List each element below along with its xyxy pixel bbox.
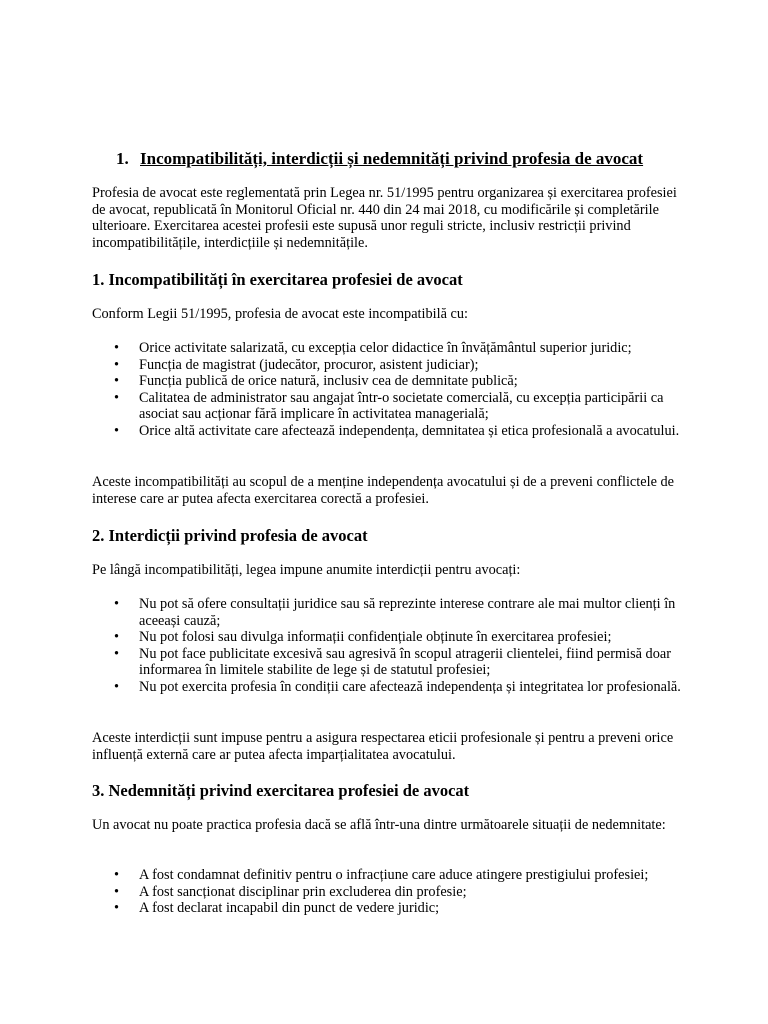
section-2-heading: 2. Interdicții privind profesia de avocat: [92, 526, 368, 545]
list-item-text: Funcția de magistrat (judecător, procuror, asistent judiciar);: [139, 356, 479, 373]
bullet-icon: •: [114, 900, 120, 916]
title-text: Incompatibilități, interdicții și nedemnități privind profesia de avocat: [140, 149, 644, 168]
intro-paragraph: Profesia de avocat este reglementată prin Legea nr. 51/1995 pentru organizarea și exercitarea profesiei de avocat, republicată în Monitorul Oficial nr. 440 din 24 mai 2018, cu modificările și completările ulterioare. Exercitarea acestei profesii este supusă unor reguli stricte, inclusiv restricții privind incompatibilitățile, interdicțiile și nedemnitățile.: [92, 185, 677, 251]
list-item: [92, 867, 682, 884]
section-2-list: [92, 596, 682, 695]
list-item-text: A fost declarat incapabil din punct de vedere juridic;: [139, 900, 440, 916]
list-item: [92, 900, 682, 917]
list-item: [92, 340, 682, 357]
list-item: [92, 423, 682, 440]
list-item: [92, 629, 682, 646]
bullet-icon: •: [114, 596, 120, 612]
list-item: [92, 596, 682, 629]
section-1-lead: Conform Legii 51/1995, profesia de avocat este incompatibilă cu:: [92, 306, 468, 322]
list-item: [92, 373, 682, 390]
list-item-text: Funcția publică de orice natură, inclusiv cea de demnitate publică;: [139, 373, 518, 389]
section-1-heading: 1. Incompatibilități în exercitarea profesiei de avocat: [92, 270, 463, 289]
list-item: [92, 679, 682, 696]
list-item-text: Nu pot exercita profesia în condiții care afectează independența și integritatea lor profesională.: [139, 678, 681, 695]
list-item-text: Nu pot face publicitate excesivă sau agresivă în scopul atragerii clientelei, fiind permisă doar informarea în limitele stabilite de lege și de statutul profesiei;: [139, 645, 671, 678]
section-1-list: [92, 340, 682, 439]
bullet-icon: •: [114, 389, 120, 406]
list-item-text: Orice altă activitate care afectează independența, demnitatea și etica profesională a avocatului.: [139, 422, 680, 439]
section-3-heading: 3. Nedemnități privind exercitarea profesiei de avocat: [92, 781, 470, 800]
list-item-text: A fost condamnat definitiv pentru o infracțiune care aduce atingere prestigiului profesiei;: [139, 867, 649, 883]
bullet-icon: •: [114, 629, 120, 645]
bullet-icon: •: [114, 867, 120, 883]
bullet-icon: •: [114, 883, 120, 900]
list-item: [92, 884, 682, 901]
bullet-icon: •: [114, 356, 120, 373]
list-item-text: Calitatea de administrator sau angajat într-o societate comercială, cu excepția participării ca asociat sau acționar fără implicare în activitatea managerială;: [139, 389, 664, 422]
list-item-text: A fost sancționat disciplinar prin excluderea din profesie;: [139, 883, 467, 900]
list-item: [92, 357, 682, 374]
bullet-icon: •: [114, 422, 120, 439]
section-1-conclusion: Aceste incompatibilități au scopul de a menține independența avocatului și de a preveni conflictele de interese care ar putea afecta exercitarea corectă a profesiei.: [92, 474, 674, 507]
list-item-text: Nu pot folosi sau divulga informații confidențiale obținute în exercitarea profesiei;: [139, 629, 612, 645]
bullet-icon: •: [114, 340, 120, 356]
document-title: [116, 148, 643, 170]
section-2-conclusion: Aceste interdicții sunt impuse pentru a asigura respectarea eticii profesionale și pentru a preveni orice influență externă care ar putea afecta imparțialitatea avocatului.: [92, 730, 674, 763]
title-number: 1.: [116, 149, 129, 168]
section-3-list: [92, 867, 682, 917]
list-item: [92, 646, 682, 679]
bullet-icon: •: [114, 678, 120, 695]
section-3-lead: Un avocat nu poate practica profesia dacă se află într-una dintre următoarele situații de nedemnitate:: [92, 817, 666, 833]
bullet-icon: •: [114, 373, 120, 389]
list-item-text: Orice activitate salarizată, cu excepția celor didactice în învățământul superior juridic;: [139, 340, 632, 356]
section-2-lead: Pe lângă incompatibilități, legea impune anumite interdicții pentru avocați:: [92, 562, 521, 578]
list-item-text: Nu pot să ofere consultații juridice sau să reprezinte interese contrare ale mai multor clienți în aceeași cauză;: [139, 596, 676, 629]
list-item: [92, 390, 682, 423]
bullet-icon: •: [114, 645, 120, 662]
